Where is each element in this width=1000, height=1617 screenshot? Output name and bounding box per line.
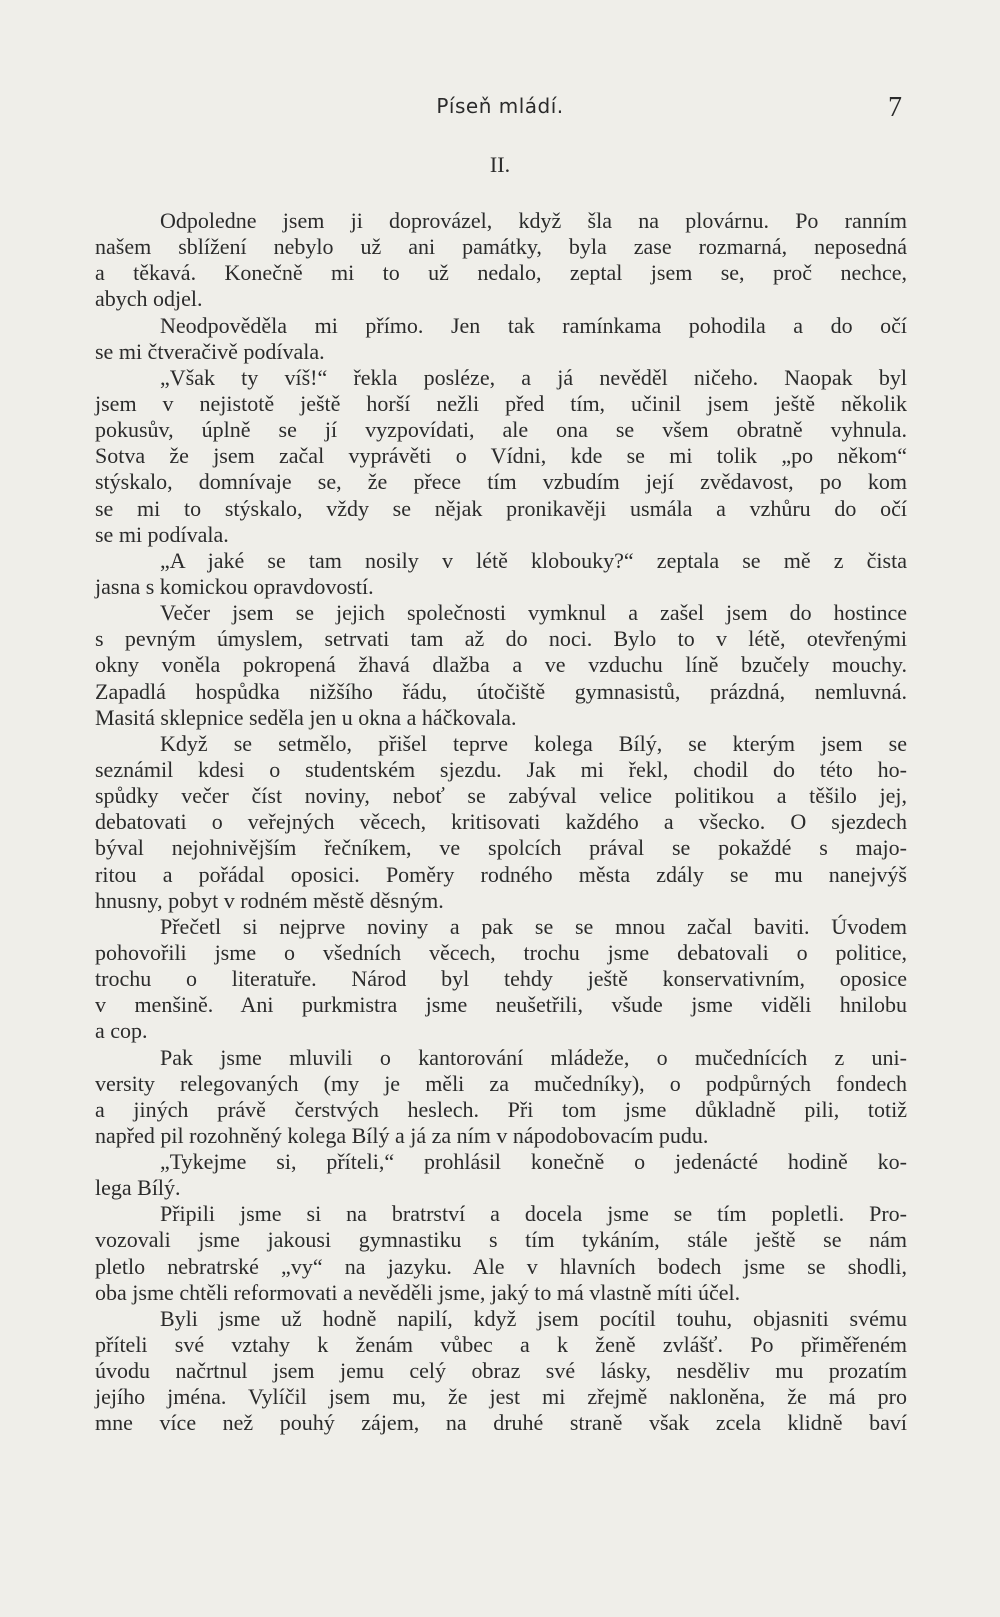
- text-line: seznámil kdesi o studentském sjezdu. Jak mi řekl, chodil do této ho-: [95, 756, 907, 782]
- text-line: jasna s komickou opravdovostí.: [95, 573, 374, 599]
- text-line: Když se setmělo, přišel teprve kolega Bílý, se kterým jsem se: [160, 730, 907, 756]
- chapter-heading: II.: [489, 152, 511, 177]
- text-line: lega Bílý.: [95, 1175, 181, 1201]
- text-line: Neodpověděla mi přímo. Jen tak ramínkama pohodila a do očí: [160, 312, 907, 338]
- text-line: a těkavá. Konečně mi to už nedalo, zeptal jsem se, proč nechce,: [95, 260, 907, 286]
- text-line: ritou a pořádal oposici. Poměry rodného města zdály se mu nanejvýš: [95, 861, 907, 887]
- text-line: okny voněla pokropená žhavá dlažba a ve vzduchu líně bzučely mouchy.: [95, 652, 907, 678]
- text-line: abych odjel.: [95, 286, 203, 312]
- text-line: trochu o literatuře. Národ byl tehdy ještě konservativním, oposice: [95, 966, 907, 992]
- text-line: napřed pil rozohněný kolega Bílý a já za ním v nápodobovacím pudu.: [95, 1122, 709, 1148]
- text-line: vozovali jsme jakousi gymnastiku s tím tykáním, stále ještě se nám: [95, 1227, 907, 1253]
- text-line: oba jsme chtěli reformovati a nevěděli jsme, jaký to má vlastně míti účel.: [95, 1279, 741, 1305]
- body-text: [95, 208, 907, 1437]
- text-line: pokusův, úplně se jí vyzpovídati, ale ona se všem obratně vyhnula.: [95, 417, 907, 443]
- text-line: se mi to stýskalo, vždy se nějak pronikavěji usmála a vzhůru do očí: [95, 495, 907, 521]
- text-line: Připili jsme si na bratrství a docela jsme se tím popletli. Pro-: [160, 1201, 907, 1227]
- text-line: hnusny, pobyt v rodném městě děsným.: [95, 887, 444, 913]
- text-line: se mi čtveračivě podívala.: [95, 338, 325, 364]
- text-line: Masitá sklepnice seděla jen u okna a háčkovala.: [95, 704, 517, 730]
- text-line: „A jaké se tam nosily v létě klobouky?“ zeptala se mě z čista: [160, 547, 907, 573]
- page-number: 7: [888, 92, 902, 123]
- running-header: Píseň mládí.: [436, 94, 564, 118]
- text-line: Pak jsme mluvili o kantorování mládeže, o mučednících z uni-: [160, 1044, 907, 1070]
- text-line: debatovati o veřejných věcech, kritisovati každého a všecko. O sjezdech: [95, 809, 907, 835]
- text-line: s pevným úmyslem, setrvati tam až do noci. Bylo to v létě, otevřenými: [95, 626, 907, 652]
- text-line: a cop.: [95, 1018, 148, 1044]
- text-line: Byli jsme už hodně napilí, když jsem pocítil touhu, objasniti svému: [160, 1305, 907, 1331]
- text-line: se mi podívala.: [95, 521, 229, 547]
- text-line: býval nejohnivějším řečníkem, ve spolcích prával se pokaždé s majo-: [95, 835, 907, 861]
- text-line: mne více než pouhý zájem, na druhé straně však zcela klidně baví: [95, 1410, 907, 1436]
- text-line: versity relegovaných (my je měli za mučedníky), o podpůrných fondech: [95, 1070, 907, 1096]
- text-line: Večer jsem se jejich společnosti vymknul a zašel jsem do hostince: [160, 600, 907, 626]
- text-line: spůdky večer číst noviny, neboť se zabýval velice politikou a těšilo jej,: [95, 783, 907, 809]
- text-line: „Tykejme si, příteli,“ prohlásil konečně o jedenácté hodině ko-: [160, 1149, 907, 1175]
- text-line: Přečetl si nejprve noviny a pak se se mnou začal baviti. Úvodem: [160, 913, 907, 939]
- text-line: Sotva že jsem začal vyprávěti o Vídni, kde se mi tolik „po někom“: [95, 443, 907, 469]
- text-line: úvodu načrtnul jsem jemu celý obraz své lásky, nesděliv mu prozatím: [95, 1358, 907, 1384]
- text-line: pletlo nebratrské „vy“ na jazyku. Ale v hlavních bodech jsme se shodli,: [95, 1253, 907, 1279]
- text-line: Zapadlá hospůdka nižšího řádu, útočiště gymnasistů, prázdná, nemluvná.: [95, 678, 907, 704]
- text-line: jsem v nejistotě ještě horší nežli před tím, učinil jsem ještě několik: [95, 390, 907, 416]
- text-line: pohovořili jsme o všedních věcech, trochu jsme debatovali o politice,: [95, 939, 907, 965]
- text-line: Odpoledne jsem ji doprovázel, když šla na plovárnu. Po ranním: [160, 208, 907, 233]
- text-line: stýskalo, domnívaje se, že přece tím vzbudím její zvědavost, po kom: [95, 469, 907, 495]
- text-line: „Však ty víš!“ řekla posléze, a já nevěděl ničeho. Naopak byl: [160, 364, 907, 390]
- text-line: příteli své vztahy k ženám vůbec a k ženě zvlášť. Po přiměřeném: [95, 1332, 907, 1358]
- text-line: jejího jména. Vylíčil jsem mu, že jest mi zřejmě nakloněna, že má pro: [95, 1384, 907, 1410]
- text-line: v menšině. Ani purkmistra jsme neušetřili, všude jsme viděli hnilobu: [95, 992, 907, 1018]
- text-line: a jiných právě čerstvých heslech. Při tom jsme důkladně pili, totiž: [95, 1096, 907, 1122]
- text-line: našem sblížení nebylo už ani památky, byla zase rozmarná, neposedná: [95, 234, 907, 260]
